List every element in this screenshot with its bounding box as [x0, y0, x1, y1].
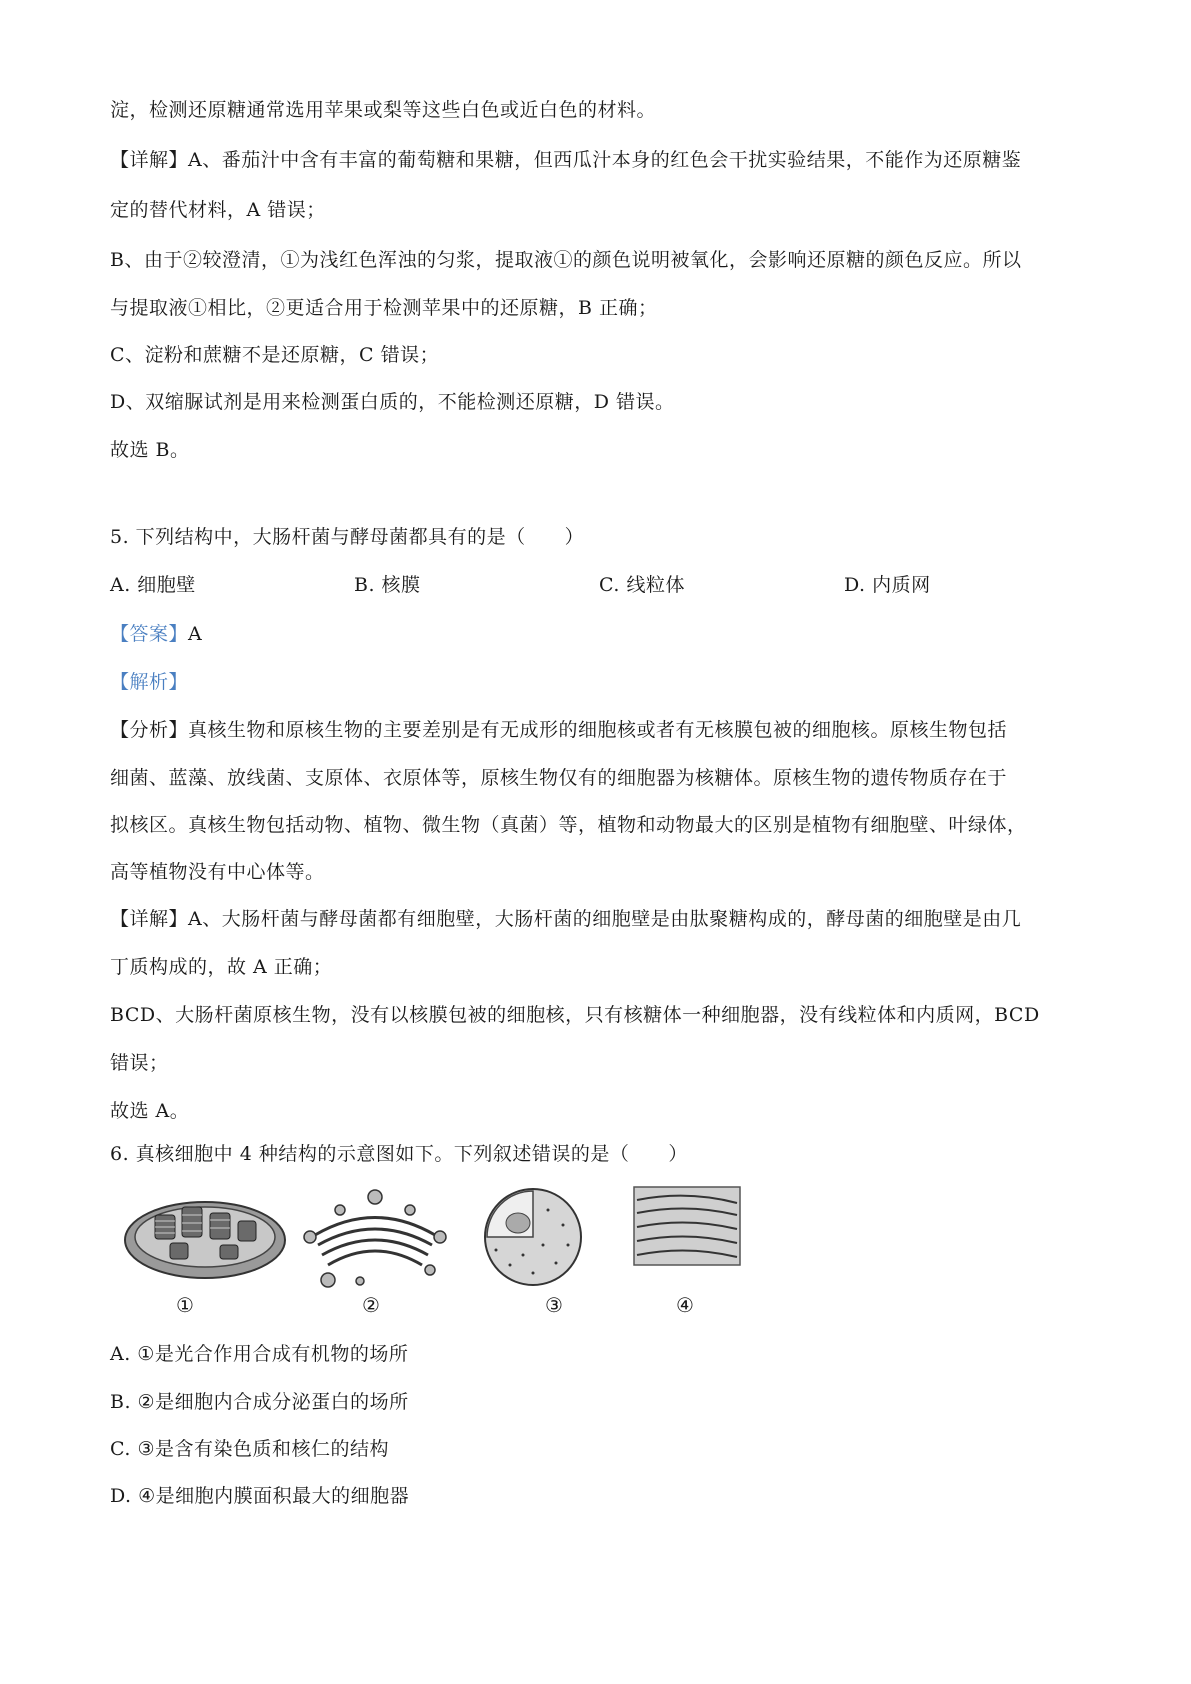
figure-label-4: ④: [676, 1293, 694, 1317]
figure-label-3: ③: [545, 1293, 563, 1317]
text-line: 拟核区。真核生物包括动物、植物、微生物（真菌）等，植物和动物最大的区别是植物有细胞壁、叶绿体，: [110, 814, 1027, 836]
golgi-figure: [300, 1185, 450, 1290]
text-line: 错误；: [110, 1052, 169, 1074]
text-line: 【详解】A、番茄汁中含有丰富的葡萄糖和果糖，但西瓜汁本身的红色会干扰实验结果，不能作为还原糖鉴: [110, 149, 1022, 171]
text-line: D、双缩脲试剂是用来检测蛋白质的，不能检测还原糖，D 错误。: [110, 391, 675, 413]
nucleus-figure: [478, 1185, 588, 1290]
text-line: 高等植物没有中心体等。: [110, 861, 325, 883]
figure-label-1: ①: [176, 1293, 194, 1317]
answer-line: [110, 622, 202, 646]
text-line: 【分析】真核生物和原核生物的主要差别是有无成形的细胞核或者有无核膜包被的细胞核。原核生物包括: [110, 719, 1008, 741]
text-line: C、淀粉和蔗糖不是还原糖，C 错误；: [110, 344, 440, 366]
analysis-label: 【解析】: [110, 671, 189, 693]
text-line: 细菌、蓝藻、放线菌、支原体、衣原体等，原核生物仅有的细胞器为核糖体。原核生物的遗传物质存在于: [110, 767, 1008, 789]
text-line: BCD、大肠杆菌原核生物，没有以核膜包被的细胞核，只有核糖体一种细胞器，没有线粒体和内质网，BCD: [110, 1004, 1040, 1026]
answer-label: 【答案】: [110, 623, 189, 645]
q6-option-c: C. ③是含有染色质和核仁的结构: [110, 1438, 389, 1460]
answer-value: A: [188, 623, 203, 645]
text-line: 与提取液①相比，②更适合用于检测苹果中的还原糖，B 正确；: [110, 297, 658, 319]
text-line: 故选 B。: [110, 439, 190, 461]
text-line: 淀，检测还原糖通常选用苹果或梨等这些白色或近白色的材料。: [110, 99, 657, 121]
question-6: 6. 真核细胞中 4 种结构的示意图如下。下列叙述错误的是（ ）: [110, 1143, 688, 1165]
q6-option-d: D. ④是细胞内膜面积最大的细胞器: [110, 1485, 410, 1507]
text-line: 故选 A。: [110, 1100, 190, 1122]
er-figure: [632, 1185, 742, 1270]
q5-option-d: D. 内质网: [844, 574, 931, 596]
text-line: B、由于②较澄清，①为浅红色浑浊的匀浆，提取液①的颜色说明被氧化，会影响还原糖的颜色反应。所以: [110, 249, 1022, 271]
text-line: 定的替代材料，A 错误；: [110, 199, 326, 221]
figure-label-2: ②: [362, 1293, 380, 1317]
text-line: 【详解】A、大肠杆菌与酵母菌都有细胞壁，大肠杆菌的细胞壁是由肽聚糖构成的，酵母菌的细胞壁是由几: [110, 908, 1022, 930]
text-line: 丁质构成的，故 A 正确；: [110, 956, 333, 978]
q5-option-c: C. 线粒体: [599, 574, 685, 596]
q6-option-a: A. ①是光合作用合成有机物的场所: [110, 1343, 409, 1365]
q5-option-b: B. 核膜: [354, 574, 421, 596]
chloroplast-figure: [120, 1185, 290, 1285]
q5-option-a: A. 细胞壁: [110, 574, 196, 596]
q6-option-b: B. ②是细胞内合成分泌蛋白的场所: [110, 1391, 409, 1413]
question-5: 5. 下列结构中，大肠杆菌与酵母菌都具有的是（ ）: [110, 526, 585, 548]
